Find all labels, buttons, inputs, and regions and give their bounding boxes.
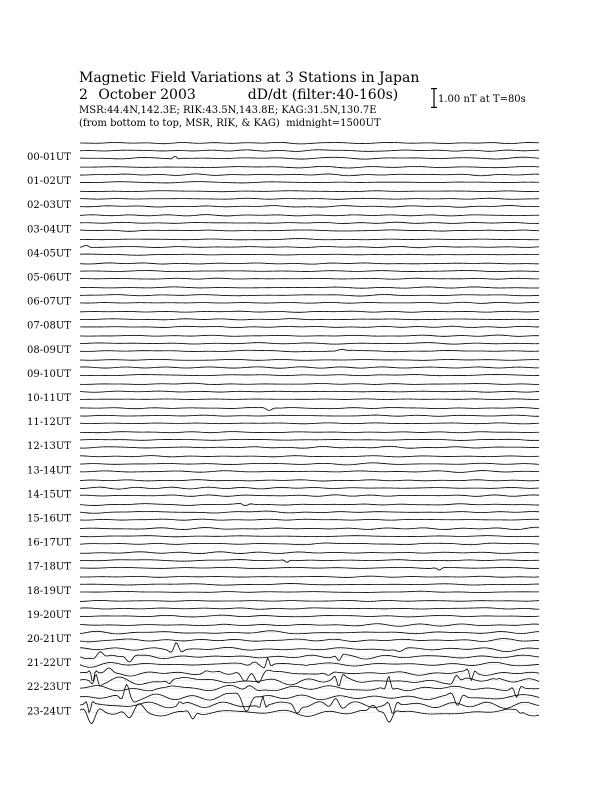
hour-label: 04-05UT [27, 248, 71, 260]
hour-label: 18-19UT [27, 585, 71, 597]
trace-msr [80, 480, 539, 481]
filter-label: (filter:40-160s) [291, 87, 399, 103]
hour-label: 06-07UT [27, 296, 71, 308]
trace-kag [80, 374, 539, 375]
hour-label: 00-01UT [27, 152, 71, 163]
trace-kag [80, 349, 539, 351]
trace-rik [80, 652, 539, 662]
hour-label: 10-11UT [27, 393, 71, 404]
station-coordinates: MSR:44.4N,142.3E; RIK:43.5N,143.8E; KAG:31.5N,130.7E [79, 105, 377, 116]
hour-label: 07-08UT [27, 320, 71, 332]
hour-label: 12-13UT [27, 441, 71, 453]
hour-label: 08-09UT [27, 344, 71, 356]
trace-msr [80, 456, 539, 457]
date-day: 2 [79, 87, 88, 103]
scale-label: 1.00 nT at T=80s [438, 94, 526, 105]
hour-label: 03-04UT [27, 224, 71, 236]
hour-label: 19-20UT [27, 609, 71, 621]
trace-msr [80, 383, 539, 384]
hour-label: 09-10UT [27, 368, 71, 380]
hour-label: 14-15UT [27, 489, 71, 501]
trace-rik [80, 391, 539, 392]
trace-kag [80, 206, 539, 208]
trace-msr [80, 311, 539, 312]
trace-rik [80, 222, 539, 223]
hour-label: 17-18UT [27, 561, 71, 573]
trace-rik [80, 675, 539, 686]
hour-label: 23-24UT [27, 706, 71, 718]
trace-kag [80, 399, 539, 400]
trace-msr [80, 335, 539, 336]
trace-msr [80, 600, 539, 601]
hour-label: 20-21UT [27, 634, 71, 645]
trace-rik [80, 367, 539, 368]
trace-kag [80, 658, 539, 668]
trace-rik [80, 415, 539, 416]
trace-msr [80, 239, 539, 240]
trace-rik [80, 560, 539, 563]
hour-label: 22-23UT [27, 682, 71, 694]
date-year: 2003 [160, 87, 196, 103]
hour-label: 11-12UT [27, 417, 71, 429]
trace-msr [80, 166, 539, 168]
hour-label: 15-16UT [27, 513, 71, 525]
trace-rik [80, 150, 539, 152]
trace-msr [80, 552, 539, 554]
trace-msr [80, 407, 539, 410]
trace-rik [80, 631, 539, 634]
trace-msr [80, 576, 539, 577]
trace-rik [80, 245, 539, 247]
trace-rik [80, 511, 539, 513]
hour-label: 05-06UT [27, 272, 71, 284]
hour-label: 13-14UT [27, 465, 71, 477]
trace-kag [80, 471, 539, 473]
trace-rik [80, 463, 539, 465]
chart-title: Magnetic Field Variations at 3 Stations in Japan [79, 70, 420, 86]
hour-label: 02-03UT [27, 200, 71, 212]
component-label: dD/dt [247, 87, 288, 103]
trace-rik [80, 536, 539, 537]
trace-msr [80, 432, 539, 433]
trace-kag [80, 639, 539, 642]
trace-kag [80, 278, 539, 279]
hour-label: 01-02UT [27, 176, 71, 188]
date-month: October [98, 87, 156, 103]
trace-kag [80, 677, 539, 698]
trace-rik [80, 439, 539, 440]
trace-kag [80, 156, 539, 159]
trace-msr [80, 191, 539, 192]
trace-rik [80, 174, 539, 176]
trace-msr [80, 215, 539, 216]
order-note: (from bottom to top, MSR, RIK, & KAG) [79, 118, 280, 129]
trace-msr [80, 624, 539, 627]
trace-msr [80, 527, 539, 529]
trace-rik [80, 319, 539, 320]
trace-kag [80, 567, 539, 570]
hour-label: 16-17UT [27, 537, 71, 549]
trace-kag [80, 182, 539, 183]
trace-kag [80, 423, 539, 424]
trace-kag [80, 302, 539, 303]
trace-msr [80, 643, 539, 652]
trace-kag [80, 254, 539, 255]
trace-msr [80, 503, 539, 505]
trace-msr [80, 359, 539, 360]
hour-label: 21-22UT [27, 658, 71, 670]
trace-rik [80, 198, 539, 199]
midnight-note: midnight=1500UT [286, 118, 381, 129]
